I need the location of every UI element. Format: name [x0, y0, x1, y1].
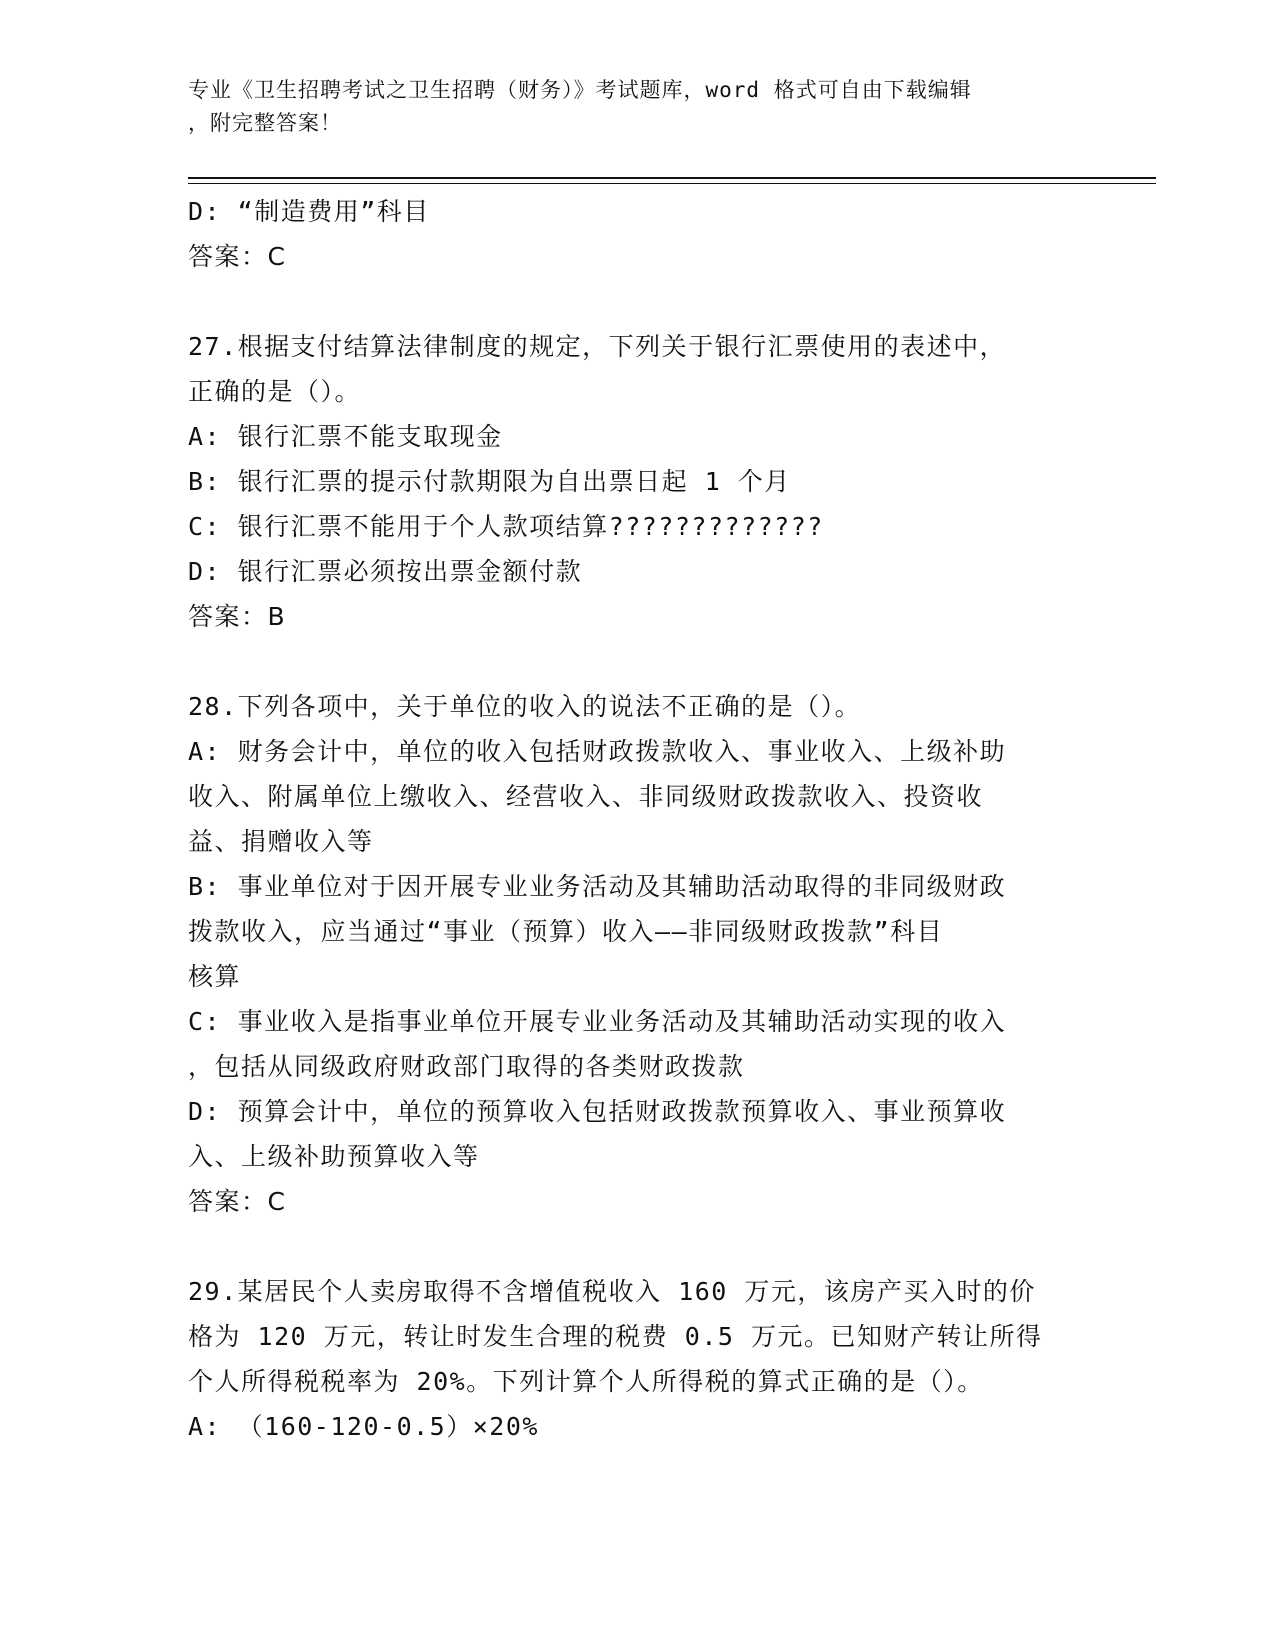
spacer [188, 279, 1088, 324]
header-divider-thick [188, 177, 1156, 179]
question-28 [188, 684, 1088, 1224]
q27-option-d: D: 银行汇票必须按出票金额付款 [188, 557, 583, 586]
q28-answer: 答案：C [188, 1187, 287, 1216]
document-body [188, 189, 1088, 1449]
q29-option-a: A: （160-120-0.5）×20% [188, 1412, 539, 1441]
q27-option-c: C: 银行汇票不能用于个人款项结算????????????? [188, 512, 824, 541]
q29-stem-line-1: 29.某居民个人卖房取得不含增值税收入 160 万元，该房产买入时的价 [188, 1277, 1036, 1306]
q28-option-c-line-2: ，包括从同级政府财政部门取得的各类财政拨款 [188, 1052, 745, 1081]
q27-option-a: A: 银行汇票不能支取现金 [188, 422, 503, 451]
q28-option-c-line-1: C: 事业收入是指事业单位开展专业业务活动及其辅助活动实现的收入 [188, 1007, 1007, 1036]
q28-option-b-line-2: 拨款收入，应当通过“事业（预算）收入——非同级财政拨款”科目 [188, 917, 944, 946]
q28-option-a-line-3: 益、捐赠收入等 [188, 827, 374, 856]
header-title-line-1: 专业《卫生招聘考试之卫生招聘（财务）》考试题库，word 格式可自由下载编辑 [188, 78, 972, 102]
q28-option-a-line-2: 收入、附属单位上缴收入、经营收入、非同级财政拨款收入、投资收 [188, 782, 984, 811]
spacer [188, 1224, 1088, 1269]
prev-question-option-d: D: “制造费用”科目 [188, 197, 430, 226]
q27-stem-line-2: 正确的是（）。 [188, 377, 362, 406]
question-29 [188, 1269, 1088, 1449]
q28-option-d-line-2: 入、上级补助预算收入等 [188, 1142, 480, 1171]
spacer [188, 639, 1088, 684]
q27-option-b: B: 银行汇票的提示付款期限为自出票日起 1 个月 [188, 467, 791, 496]
header-title-line-2: ，附完整答案！ [188, 111, 342, 135]
q29-stem-line-2: 格为 120 万元，转让时发生合理的税费 0.5 万元。已知财产转让所得 [188, 1322, 1043, 1351]
q28-option-b-line-3: 核算 [188, 962, 242, 991]
q29-stem-line-3: 个人所得税税率为 20%。下列计算个人所得税的算式正确的是（）。 [188, 1367, 984, 1396]
question-27 [188, 324, 1088, 639]
header-divider-thin [188, 183, 1156, 184]
document-header [188, 74, 1068, 140]
q28-option-b-line-1: B: 事业单位对于因开展专业业务活动及其辅助活动取得的非同级财政 [188, 872, 1007, 901]
q27-answer: 答案：B [188, 602, 287, 631]
q27-stem-line-1: 27.根据支付结算法律制度的规定，下列关于银行汇票使用的表述中， [188, 332, 1007, 361]
q28-stem-line-1: 28.下列各项中，关于单位的收入的说法不正确的是（）。 [188, 692, 862, 721]
prev-question-answer: 答案：C [188, 242, 287, 271]
q28-option-d-line-1: D: 预算会计中，单位的预算收入包括财政拨款预算收入、事业预算收 [188, 1097, 1007, 1126]
q28-option-a-line-1: A: 财务会计中，单位的收入包括财政拨款收入、事业收入、上级补助 [188, 737, 1007, 766]
